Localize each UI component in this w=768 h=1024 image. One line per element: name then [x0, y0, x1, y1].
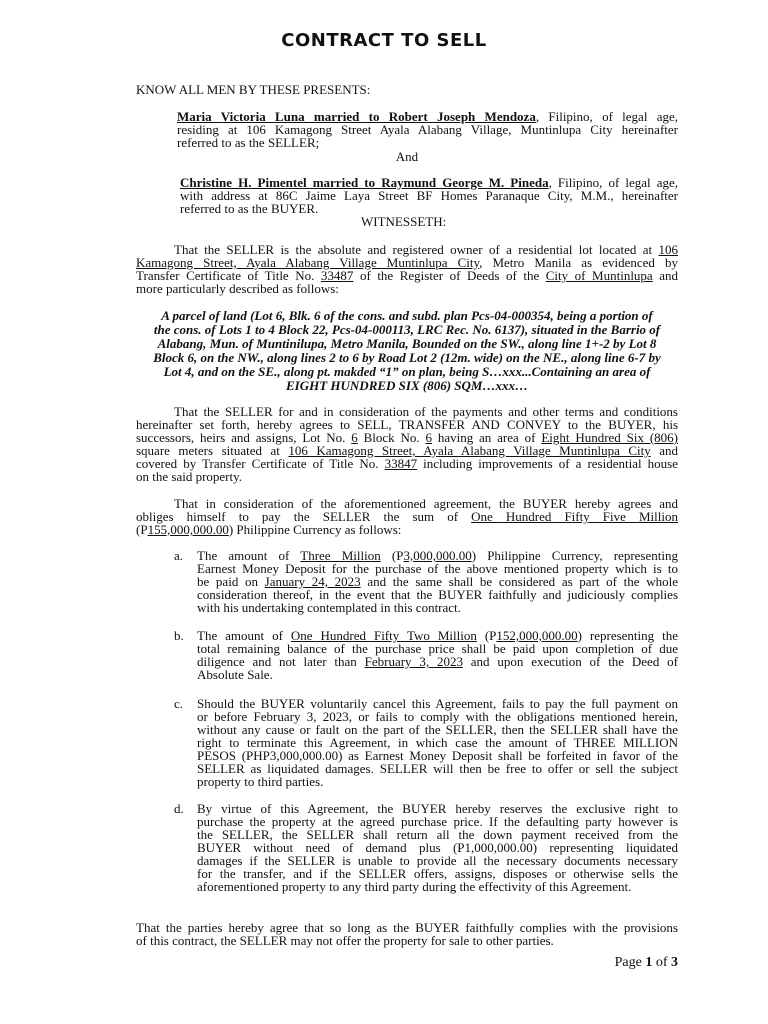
opening-line: KNOW ALL MEN BY THESE PRESENTS:	[136, 82, 371, 97]
buyer-block	[180, 176, 678, 215]
property-address: Kamagong Street, Ayala Alabang Village Muntinlupa City	[136, 255, 480, 270]
item-a: The amount of Three Million (P3,000,000.00) Philippine Currency, representing Earnest Money Deposit for the purchase of the above mentioned property which is to be paid on January 24, 2023 and the same shall be considered as part of the whole consideration thereof, in the event that the BUYER faithfully and judiciously complies with his undertaking contemplated in this contract.	[197, 548, 678, 615]
total-pages: 3	[671, 955, 678, 970]
witnesseth-heading: WITNESSETH:	[361, 214, 447, 229]
total-price-words: One Hundred Fifty Five Million	[471, 509, 679, 524]
buyer-desc-3: referred to as the BUYER.	[180, 201, 319, 216]
item-b: The amount of One Hundred Fifty Two Million (P152,000,000.00) representing the total remaining balance of the purchase price shall be paid upon completion of due diligence and not later than February 3, 2023 and upon execution of the Deed of Absolute Sale.	[197, 628, 678, 682]
buyer-desc-1: , Filipino, of legal age,	[548, 175, 678, 190]
and-separator: And	[395, 149, 419, 164]
item-c-marker: c.	[174, 696, 184, 711]
seller-block	[177, 110, 678, 149]
item-d-marker: d.	[174, 801, 184, 816]
total-price-amount: 155,000,000.00	[147, 522, 229, 537]
item-c: Should the BUYER voluntarily cancel this Agreement, fails to pay the full payment on or before February 3, 2023, or fails to comply with the obligations mentioned herein, without any cause or fault on the part of the SELLER, then the SELLER shall have the right to terminate this Agreement, in which case the amount of THREE MILLION PESOS (PHP3,000,000.00) as Earnest Money Deposit shall be forfeited in favor of the SELLER as liquidated damages. SELLER will then be free to offer or sell the subject property to third parties.	[197, 696, 678, 789]
closing-paragraph: That the parties hereby agree that so long as the BUYER faithfully complies with the provisions of this contract, the SELLER may not offer the property for sale to other parties.	[136, 920, 678, 948]
seller-desc-2: residing at 106 Kamagong Street Ayala Alabang Village, Muntinlupa City hereinafter	[177, 122, 678, 137]
seller-desc-3: referred to as the SELLER;	[177, 135, 320, 150]
sale-agreement-paragraph: That the SELLER for and in consideration of the payments and other terms and conditions hereinafter set forth, hereby agrees to SELL, TRANSFER AND CONVEY to the BUYER, his successors, heirs and assigns, Lot No. 6 Block No. 6 having an area of Eight Hundred Six (806) square meters situated at 106 Kamagong Street, Ayala Alabang Village Muntinlupa City and covered by Transfer Certificate of Title No. 33847 including improvements of a residential house on the said property.	[136, 404, 678, 484]
current-page: 1	[645, 955, 653, 970]
ownership-paragraph: That the SELLER is the absolute and registered owner of a residential lot located at 106 Kamagong Street, Ayala Alabang Village Muntinlupa City, Metro Manila as evidenced by Transfer Certificate of Title No. 33487 of the Register of Deeds of the City of Muntinlupa and more particularly described as follows:	[136, 242, 679, 296]
payment-paragraph: That in consideration of the aforementioned agreement, the BUYER hereby agrees and obliges himself to pay the SELLER the sum of One Hundred Fifty Five Million (P155,000,000.00) Philippine Currency as follows:	[136, 496, 679, 537]
seller-desc-1: , Filipino, of legal age,	[535, 109, 679, 124]
buyer-desc-2: with address at 86C Jaime Laya Street BF Homes Paranaque City, M.M., hereinafter	[180, 188, 678, 203]
item-d: By virtue of this Agreement, the BUYER hereby reserves the exclusive right to purchase the property at the agreed purchase price. If the defaulting party however is the SELLER, the SELLER shall return all the down payment received from the BUYER without need of demand plus (P1,000,000.00) representing liquidated damages if the SELLER is unable to provide all the necessary documents necessary for the transfer, and if the SELLER offers, assigns, disposes or otherwise sells the aforementioned property to any third party during the effectivity of this Agreement.	[197, 801, 678, 894]
page-number: Page 1 of 3	[614, 955, 678, 970]
buyer-name: Christine H. Pimentel married to Raymund George M. Pineda	[180, 175, 549, 190]
seller-name: Maria Victoria Luna married to Robert Joseph Mendoza	[177, 109, 536, 124]
property-description: A parcel of land (Lot 6, Blk. 6 of the cons. and subd. plan Pcs-04-000354, being a portion of the cons. of Lots 1 to 4 Block 22, Pcs-04-000113, LRC Rec. No. 6137), situated in the Barrio of Alabang, Mun. of Muntinilupa, Metro Manila, Bounded on the SW., along line 1+-2 by Lot 8 Block 6, on the NW., along lines 2 to 6 by Road Lot 2 (12m. wide) on the NE., along line 6-7 by Lot 4, and on the SE., along pt. makded “1” on plan, being S…xxx...Containing an area of EIGHT HUNDRED SIX (806) SQM…xxx…	[153, 308, 661, 393]
item-b-marker: b.	[174, 628, 184, 643]
item-a-marker: a.	[174, 548, 184, 563]
document-title: CONTRACT TO SELL	[281, 30, 487, 51]
tct-number: 33487	[320, 268, 354, 283]
